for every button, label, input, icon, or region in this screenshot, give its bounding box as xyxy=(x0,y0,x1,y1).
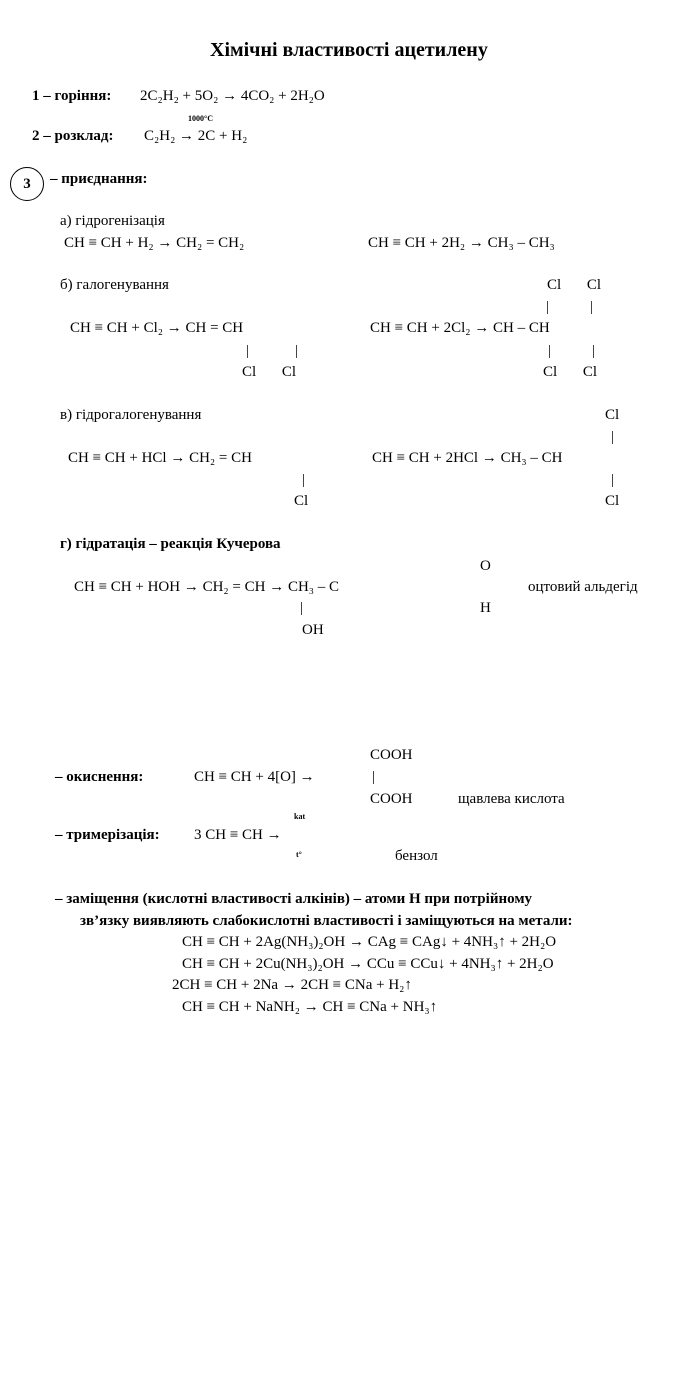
hydration-hydroxyl: OH xyxy=(302,622,324,638)
halogenation-eq2-top-substituents: Cl Cl xyxy=(547,277,602,293)
substitution-equation-3: 2CH ≡ CH + 2Na → 2CH ≡ CNa + H₂↑ xyxy=(172,977,412,993)
decomposition-equation: C₂H₂ → 2C + H₂ xyxy=(144,128,248,144)
trimerization-catalyst: kat xyxy=(294,812,306,821)
combustion-equation: 2C₂H₂ + 5O₂ → 4CO₂ + 2H₂O xyxy=(140,88,325,104)
hydration-product-name: оцтовий альдегід xyxy=(528,579,638,595)
bond-line: | xyxy=(300,600,304,616)
bond-line: | xyxy=(295,343,299,359)
hydrohalogenation-equation-1: CH ≡ CH + HCl → CH₂ = CH xyxy=(68,450,252,466)
bond-line: | xyxy=(590,299,594,315)
halogenation-equation-2: CH ≡ CH + 2Cl₂ → CH – CH xyxy=(370,320,550,336)
hydrogenation-label: а) гідрогенізація xyxy=(60,213,165,229)
bond-line: | xyxy=(611,429,615,445)
hydrohalogenation-equation-2: CH ≡ CH + 2HCl → CH₃ – CH xyxy=(372,450,563,466)
bond-line: | xyxy=(372,769,376,785)
hydrohalogenation-eq2-substituent: Cl xyxy=(605,493,620,509)
trimerization-product-name: бензол xyxy=(395,848,438,864)
hydration-equation: CH ≡ CH + HOH → CH₂ = CH → CH₃ – C xyxy=(74,579,340,595)
oxidation-product-name: щавлева кислота xyxy=(458,791,565,807)
bond-line: | xyxy=(302,472,306,488)
combustion-label: 1 – горіння: xyxy=(32,88,112,104)
hydrohalogenation-eq1-substituent: Cl xyxy=(294,493,309,509)
substitution-description-line-2: зв’язку виявляють слабокислотні властивості і заміщуються на метали: xyxy=(80,913,573,929)
decomposition-temperature: 1000°C xyxy=(188,114,213,123)
hydrogenation-equation-2: CH ≡ CH + 2H₂ → CH₃ – CH₃ xyxy=(368,235,555,251)
halogenation-equation-1: CH ≡ CH + Cl₂ → CH = CH xyxy=(70,320,244,336)
substitution-equation-4: CH ≡ CH + NaNH₂ → CH ≡ CNa + NH₃↑ xyxy=(182,999,438,1015)
substitution-equation-1: CH ≡ CH + 2Ag(NH₃)₂OH → CAg ≡ CAg↓ + 4NH₃↑ + 2H₂O xyxy=(182,934,557,950)
halogenation-label: б) галогенування xyxy=(60,277,169,293)
substitution-description-line-1: – заміщення (кислотні властивості алкінів) – атоми Н при потрійному xyxy=(55,891,533,907)
addition-label: – приєднання: xyxy=(50,171,148,187)
hydration-aldehyde-oxygen: O xyxy=(480,558,491,574)
oxidation-carboxyl-bottom: COOH xyxy=(370,791,413,807)
substitution-equation-2: CH ≡ CH + 2Cu(NH₃)₂OH → CCu ≡ CCu↓ + 4NH₃↑ + 2H₂O xyxy=(182,956,554,972)
hydrohalogenation-label: в) гідрогалогенування xyxy=(60,407,202,423)
oxidation-carboxyl-top: COOH xyxy=(370,747,413,763)
page-title: Хімічні властивості ацетилену xyxy=(210,39,488,61)
bond-line: | xyxy=(592,343,596,359)
hydrogenation-equation-1: CH ≡ CH + H₂ → CH₂ = CH₂ xyxy=(64,235,245,251)
trimerization-temperature: t° xyxy=(296,850,302,859)
hydration-aldehyde-hydrogen: H xyxy=(480,600,491,616)
decomposition-label: 2 – розклад: xyxy=(32,128,114,144)
halogenation-eq2-substituents: Cl Cl xyxy=(543,364,598,380)
trimerization-equation: 3 CH ≡ CH → xyxy=(194,827,282,843)
oxidation-label: – окиснення: xyxy=(55,769,144,785)
hydrohalogenation-eq2-top-substituent: Cl xyxy=(605,407,620,423)
section-number-circle: 3 xyxy=(10,167,44,201)
bond-line: | xyxy=(546,299,550,315)
bond-line: | xyxy=(548,343,552,359)
trimerization-label: – тримерізація: xyxy=(55,827,160,843)
bond-line: | xyxy=(246,343,250,359)
bond-line: | xyxy=(611,472,615,488)
halogenation-eq1-substituents: Cl Cl xyxy=(242,364,297,380)
hydration-label: г) гідратація – реакція Кучерова xyxy=(60,536,281,552)
oxidation-equation: CH ≡ CH + 4[O] → xyxy=(194,769,315,785)
